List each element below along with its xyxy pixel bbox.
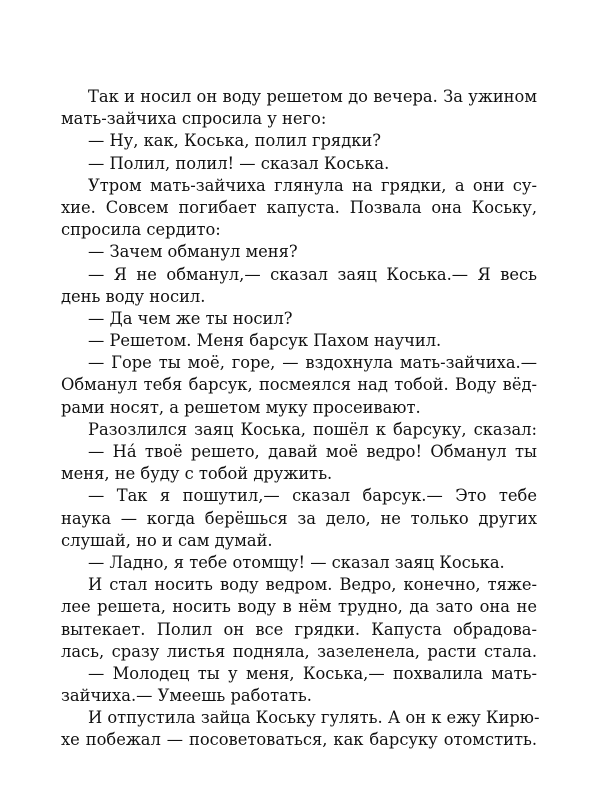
text-line: — Зачем обманул меня?: [88, 242, 298, 262]
text-line: наука — когда берёшься за дело, не только других: [61, 508, 537, 528]
text-line: — Горе ты моё, горе, — вздохнула мать-зайчиха.—: [88, 353, 537, 373]
text-line: зайчиха.— Умеешь работать.: [61, 686, 312, 706]
text-line: вытекает. Полил он все грядки. Капуста обрадова-: [61, 619, 537, 639]
text-line: Так и носил он воду решетом до вечера. За ужином: [88, 87, 537, 106]
text-line: — Да чем же ты носил?: [88, 308, 293, 328]
page-text-body: [61, 86, 540, 752]
text-line: Утром мать-зайчиха глянула на грядки, а они су-: [88, 175, 537, 195]
text-line: — Ладно, я тебе отомщу! — сказал заяц Коська.: [88, 552, 505, 572]
text-line: лась, сразу листья подняла, зазеленела, расти стала.: [61, 641, 537, 661]
text-line: — Решетом. Меня барсук Пахом научил.: [88, 331, 442, 351]
text-line: день воду носил.: [61, 286, 206, 306]
text-line: — Молодец ты у меня, Коська,— похвалила мать-: [88, 663, 537, 683]
text-line: хе побежал — посоветоваться, как барсуку отомстить.: [61, 730, 537, 750]
text-line: лее решета, носить воду в нём трудно, да зато она не: [61, 597, 537, 617]
text-line: слушай, но и сам думай.: [61, 530, 273, 550]
text-line: И отпустила зайца Коську гулять. А он к ежу Кирю-: [88, 708, 540, 728]
text-line: Обманул тебя барсук, посмеялся над тобой. Воду вёд-: [61, 375, 537, 395]
text-line: рами носят, а решетом муку просеивают.: [61, 397, 421, 417]
text-line: мать-зайчиха спросила у него:: [61, 109, 327, 129]
text-line: спросила сердито:: [61, 220, 221, 240]
text-line: — Ну, как, Коська, полил грядки?: [88, 131, 381, 151]
text-line: — На́ твоё решето, давай моё ведро! Обманул ты: [88, 442, 537, 461]
text-line: Разозлился заяц Коська, пошёл к барсуку, сказал:: [88, 419, 537, 439]
text-line: — Я не обманул,— сказал заяц Коська.— Я весь: [88, 264, 537, 284]
text-line: хие. Совсем погибает капуста. Позвала она Коську,: [61, 197, 537, 217]
text-line: — Полил, полил! — сказал Коська.: [88, 153, 390, 173]
text-line: — Так я пошутил,— сказал барсук.— Это тебе: [88, 486, 537, 506]
text-line: меня, не буду с тобой дружить.: [61, 464, 333, 484]
text-line: И стал носить воду ведром. Ведро, конечно, тяже-: [88, 575, 537, 595]
